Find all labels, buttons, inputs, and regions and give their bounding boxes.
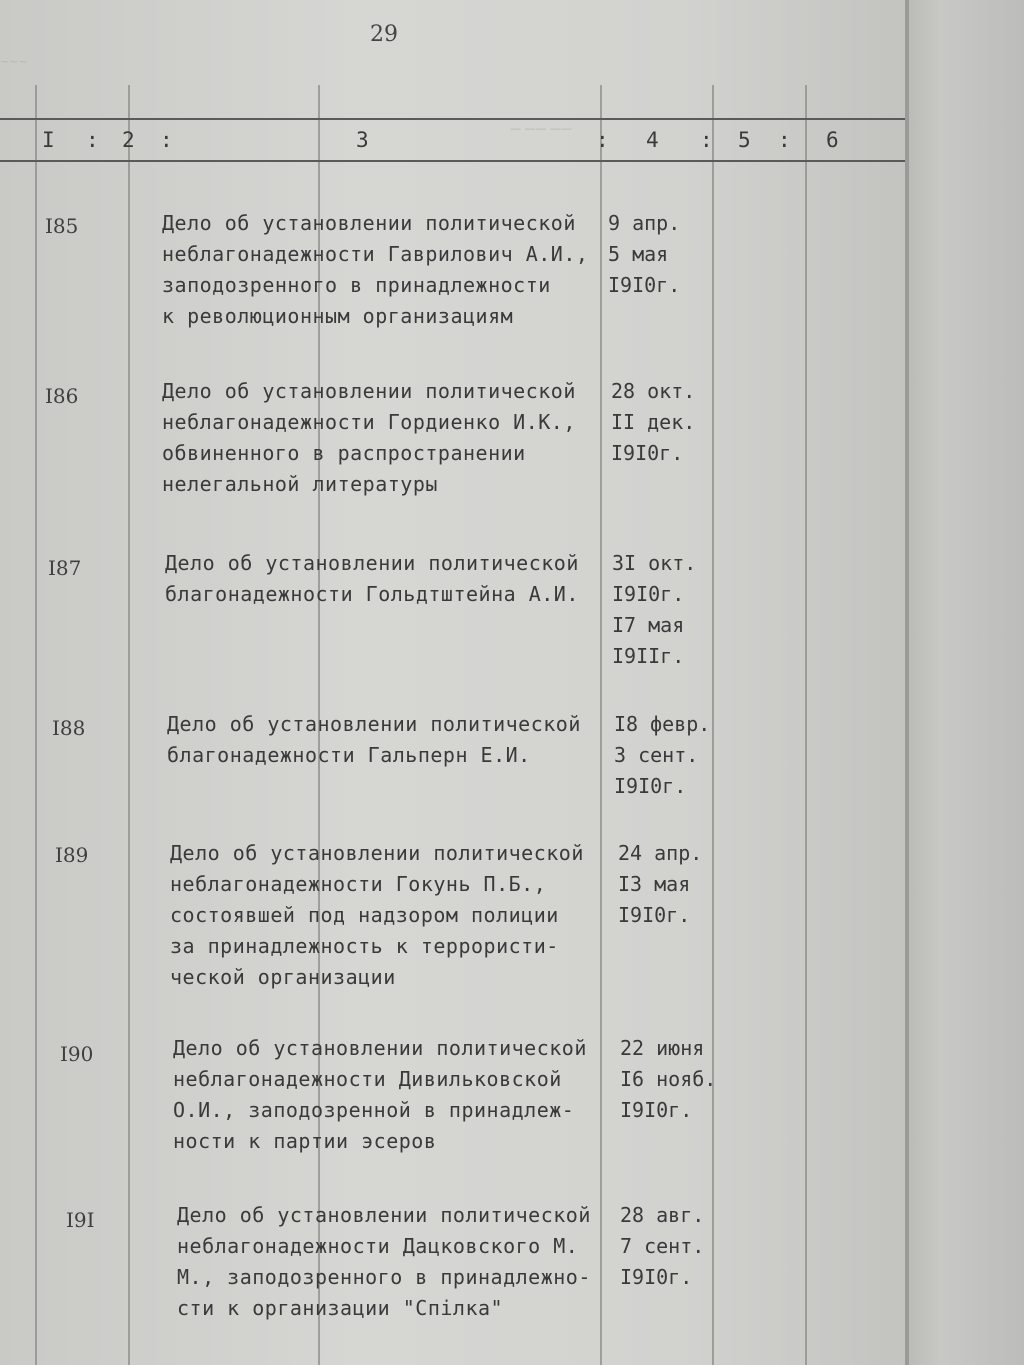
entry-dates: I8 февр. 3 сент. I9I0г. bbox=[614, 712, 711, 798]
entry-number: I90 bbox=[60, 1042, 94, 1066]
bleed-through-mark: — —— —— bbox=[510, 122, 572, 135]
entry-number: I86 bbox=[45, 384, 79, 408]
column-rule bbox=[35, 85, 37, 1365]
column-header-6: 6 bbox=[826, 128, 839, 152]
column-rule bbox=[128, 85, 130, 1365]
column-separator: : bbox=[778, 128, 791, 152]
entry-number: I88 bbox=[52, 716, 86, 740]
entry-description: Дело об установлении политической неблагонадежности Гаврилович А.И., заподозренного в принадлежности к революционным организациям bbox=[162, 211, 589, 328]
header-bottom-rule bbox=[0, 160, 905, 162]
column-rule bbox=[805, 85, 807, 1365]
entry-description: Дело об установлении политической неблагонадежности Дивильковской О.И., заподозренной в принадлеж- ности к партии эсеров bbox=[173, 1036, 587, 1153]
entry-description: Дело об установлении политической неблагонадежности Гордиенко И.К., обвиненного в распространении нелегальной литературы bbox=[162, 379, 576, 496]
header-top-rule bbox=[0, 118, 905, 120]
column-separator: : bbox=[700, 128, 713, 152]
column-header-2: 2 bbox=[122, 128, 135, 152]
next-page-edge bbox=[905, 0, 1024, 1365]
entry-description: Дело об установлении политической неблагонадежности Гокунь П.Б., состоявшей под надзором полиции за принадлежность к террористи- ческой организации bbox=[170, 841, 584, 989]
entry-number: I89 bbox=[55, 843, 89, 867]
entry-number: I85 bbox=[45, 214, 79, 238]
entry-dates: 9 апр. 5 мая I9I0г. bbox=[608, 211, 681, 297]
entry-number: I87 bbox=[48, 556, 82, 580]
bleed-through-mark: ~~~ bbox=[0, 55, 28, 68]
entry-description: Дело об установлении политической неблагонадежности Дацковского М. М., заподозренного в принадлежно- сти к организации "Спiлка" bbox=[177, 1203, 591, 1320]
entry-dates: 24 апр. I3 мая I9I0г. bbox=[618, 841, 703, 927]
column-separator: : bbox=[160, 128, 173, 152]
column-header-4: 4 bbox=[646, 128, 659, 152]
column-rule bbox=[712, 85, 714, 1365]
column-rule bbox=[600, 85, 602, 1365]
entry-description: Дело об установлении политической благонадежности Гольдтштейна А.И. bbox=[165, 551, 579, 606]
column-header-1: I bbox=[42, 128, 55, 152]
entry-number: I9I bbox=[66, 1208, 95, 1232]
page-number: 29 bbox=[370, 22, 398, 47]
entry-dates: 22 июня I6 нояб. I9I0г. bbox=[620, 1036, 717, 1122]
column-header-3: 3 bbox=[356, 128, 369, 152]
entry-description: Дело об установлении политической благонадежности Гальперн Е.И. bbox=[167, 712, 581, 767]
column-separator: : bbox=[596, 128, 609, 152]
entry-dates: 3I окт. I9I0г. I7 мая I9IIг. bbox=[612, 551, 697, 668]
column-header-5: 5 bbox=[738, 128, 751, 152]
column-separator: : bbox=[86, 128, 99, 152]
entry-dates: 28 авг. 7 сент. I9I0г. bbox=[620, 1203, 705, 1289]
entry-dates: 28 окт. II дек. I9I0г. bbox=[611, 379, 696, 465]
